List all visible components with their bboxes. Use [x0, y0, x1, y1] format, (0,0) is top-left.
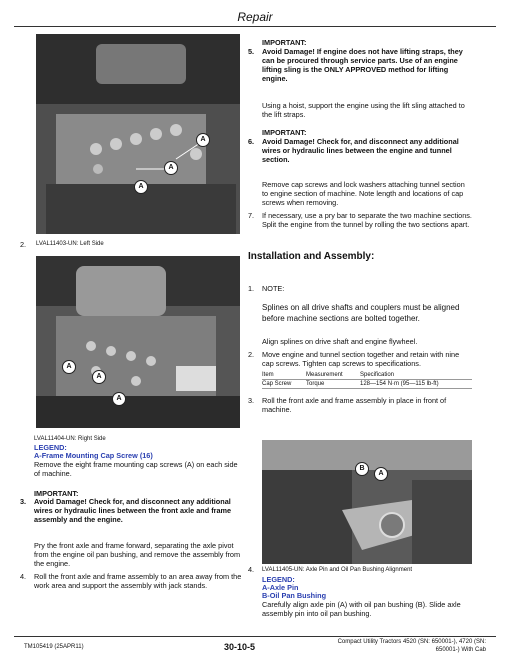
- figure-caption: LVAL11404-UN: Right Side: [34, 436, 106, 442]
- warning-text: Avoid Damage! Check for, and disconnect any additional wires or hydraulic lines between the front axle and frame assembly and the engine.: [34, 497, 232, 524]
- step-text: Roll the front axle and frame assembly to an area away from the work area and support the assembly with jack stands.: [34, 572, 242, 590]
- install-step-2: [248, 350, 472, 370]
- step-number: 6.: [248, 137, 255, 146]
- footer-doc-id: TM105419 (25APR11): [24, 644, 84, 650]
- footer-model-line-2: 650001-) With Cab: [435, 647, 486, 653]
- legend-description: Carefully align axle pin (A) with oil pan bushing (B). Slide axle assembly pin into oil pan bushing.: [262, 600, 461, 618]
- warning-text: Avoid Damage! If engine does not have lifting straps, they can be procured through service parts. Use of an engine lifting sling is the ONLY APPROVED method for lifting engine.: [262, 47, 463, 83]
- install-step-3: [248, 396, 472, 416]
- warning-text: Avoid Damage! Check for, and disconnect any additional wires or hydraulic lines between the engine and tunnel section.: [262, 137, 459, 164]
- important-label: IMPORTANT:: [262, 128, 307, 137]
- step-6-text: Remove cap screws and lock washers attaching tunnel section to engine section of machine. Note length and locations of cap screws when removing.: [262, 180, 465, 207]
- section-heading: Installation and Assembly:: [248, 251, 375, 262]
- callout-a: A: [196, 133, 210, 147]
- legend-item-b: B-Oil Pan Bushing: [262, 591, 327, 600]
- step-6-warning: [248, 137, 472, 167]
- step-number: 5.: [248, 47, 255, 56]
- footer-model-line-1: Compact Utility Tractors 4520 (SN: 650001-), 4720 (SN:: [337, 639, 486, 645]
- legend-title: LEGEND:: [34, 443, 67, 452]
- callout-a: A: [62, 360, 76, 374]
- figure-caption: LVAL11403-UN: Left Side: [36, 241, 104, 247]
- step-text: Move engine and tunnel section together and retain with nine cap screws. Tighten cap screws to specifications.: [262, 350, 460, 368]
- figure-number: 4.: [248, 565, 255, 574]
- step-number: 3.: [20, 497, 27, 506]
- step-number: 3.: [248, 396, 255, 405]
- important-label: IMPORTANT:: [34, 489, 79, 498]
- footer-rule: [14, 636, 496, 637]
- legend-item-a: A-Frame Mounting Cap Screw (16): [34, 451, 153, 460]
- figure-right-side-photo: [36, 256, 240, 428]
- important-label: IMPORTANT:: [262, 38, 307, 47]
- step-3-text: Pry the front axle and frame forward, separating the axle pivot from the engine oil pan bushing, and remove the assembly from the engine.: [34, 541, 241, 568]
- table-header: Specification: [360, 372, 395, 378]
- table-header: Measurement: [306, 372, 343, 378]
- legend-item-a: A-Axle Pin: [262, 583, 299, 592]
- step-7: [248, 211, 472, 241]
- step-3-warning: [20, 497, 244, 527]
- callout-b: B: [355, 462, 369, 476]
- step-number: 1.: [248, 284, 255, 293]
- spec-table: [262, 371, 472, 389]
- step-text: If necessary, use a pry bar to separate the two machine sections. Split the engine from the tunnel by rolling the two sections apart.: [262, 211, 472, 229]
- step-number: 2.: [248, 350, 255, 359]
- callout-a: A: [134, 180, 148, 194]
- figure-caption: LVAL11405-UN: Axle Pin and Oil Pan Bushing Alignment: [262, 567, 413, 573]
- figure-axle-pin-photo: [262, 440, 472, 564]
- table-header: Item: [262, 372, 274, 378]
- step-5-text: Using a hoist, support the engine using the lift sling attached to the lift straps.: [262, 101, 465, 119]
- step-4: [20, 572, 244, 592]
- callout-a: A: [112, 392, 126, 406]
- table-row: [262, 380, 472, 389]
- step-5-warning: [248, 47, 472, 87]
- figure-left-side-photo: [36, 34, 240, 234]
- step-text: Roll the front axle and frame assembly in place in front of machine.: [262, 396, 447, 414]
- legend-description: Remove the eight frame mounting cap screws (A) on each side of machine.: [34, 460, 238, 478]
- page-header-title: Repair: [237, 10, 273, 24]
- table-cell: Cap Screw: [262, 381, 292, 387]
- note-label: NOTE:: [262, 284, 285, 293]
- callout-a: A: [374, 467, 388, 481]
- callout-a: A: [164, 161, 178, 175]
- legend-title: LEGEND:: [262, 575, 295, 584]
- step-number: 4.: [20, 572, 27, 581]
- callout-a: A: [92, 370, 106, 384]
- table-cell: 128—154 N·m (95—115 lb-ft): [360, 381, 439, 387]
- header-rule: [14, 26, 496, 27]
- figure-number: 2.: [20, 240, 27, 249]
- align-text: Align splines on drive shaft and engine flywheel.: [262, 337, 418, 346]
- note-text: Splines on all drive shafts and couplers must be aligned before machine sections are bolted together.: [262, 303, 460, 323]
- table-header-row: [262, 371, 472, 380]
- footer-page-number: 30-10-5: [224, 642, 256, 652]
- install-step-1: [248, 284, 472, 294]
- table-cell: Torque: [306, 381, 325, 387]
- step-number: 7.: [248, 211, 255, 220]
